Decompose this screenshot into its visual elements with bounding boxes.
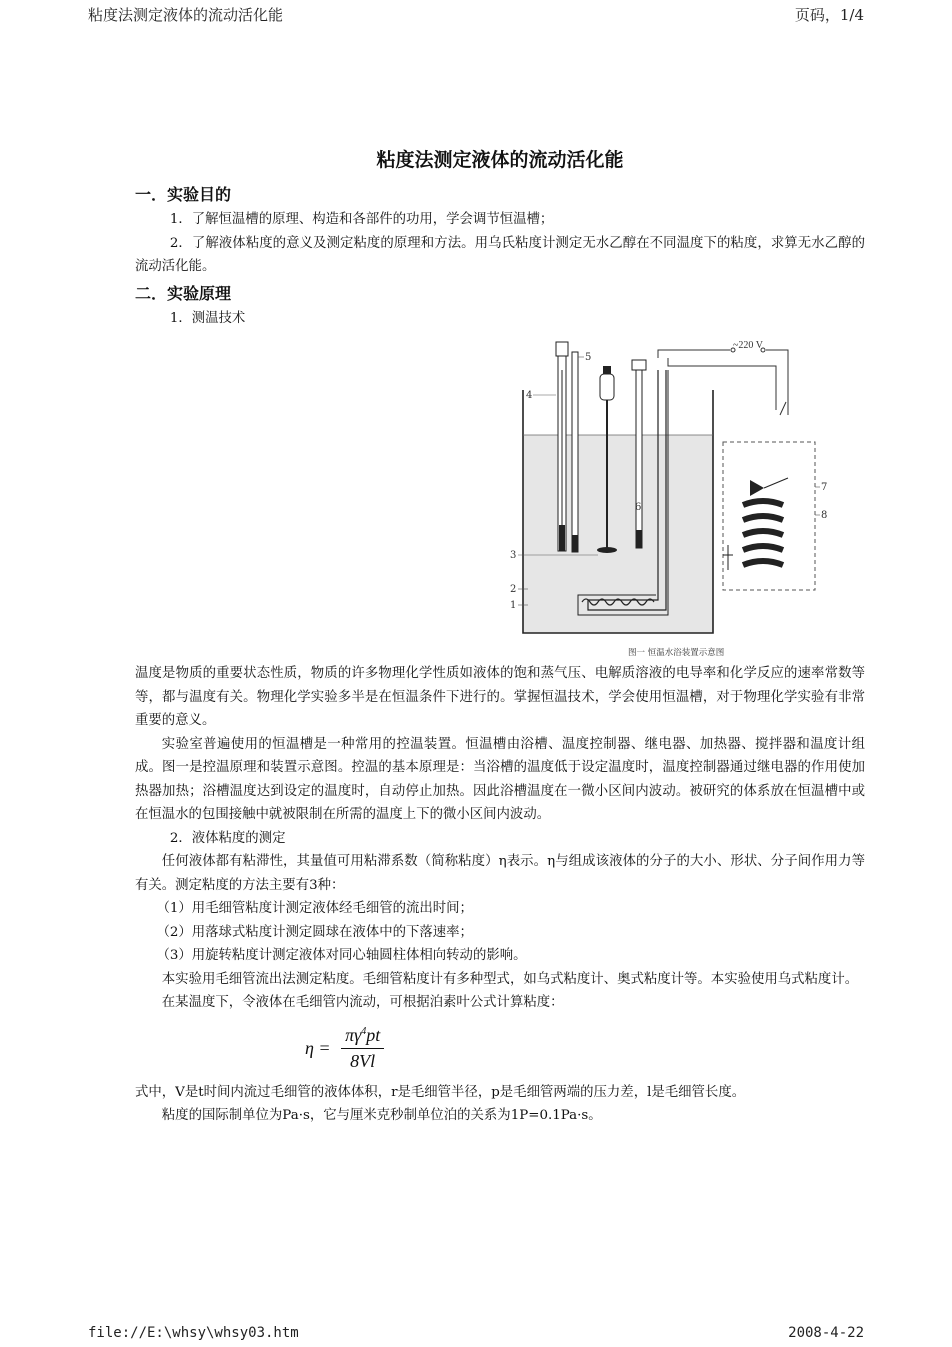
paragraph-viscosity-1: 任何液体都有粘滞性，其量值可用粘滞系数（简称粘度）η表示。η与组成该液体的分子的大小、形状、分子间作用力等有关。测定粘度的方法主要有3种： bbox=[135, 854, 865, 893]
formula-numerator: πγ bbox=[345, 1024, 362, 1045]
purpose-item-2: 2．了解液体粘度的意义及测定粘度的原理和方法。用乌氏粘度计测定无水乙醇在不同温度下的粘度，求算无水乙醇的流动活化能。 bbox=[135, 235, 865, 274]
thermostat-diagram bbox=[510, 330, 843, 660]
label-1: 1 bbox=[510, 600, 517, 611]
formula-exponent: 4 bbox=[361, 1025, 367, 1037]
paragraph-temperature-2: 实验室普遍使用的恒温槽是一种常用的控温装置。恒温槽由浴槽、温度控制器、继电器、加热器、搅拌器和温度计组成。图一是控温原理和装置示意图。控温的基本原理是：当浴槽的温度低于设定温度时，温度控制器通过继电器的作用使加热器加热；浴槽温度达到设定的温度时，自动停止加热。因此浴槽温度在一微小区间内波动。被研究的体系放在恒温槽中或在恒温水的包围接触中就被限制在所需的温度上下的微小区间内波动。 bbox=[135, 736, 865, 822]
paragraph-viscosity-3: 在某温度下，令液体在毛细管内流动，可根据泊素叶公式计算粘度： bbox=[161, 995, 564, 1010]
label-3: 3 bbox=[510, 550, 517, 561]
doc-title: 粘度法测定液体的流动活化能 bbox=[376, 149, 624, 171]
method-item-2: （2）用落球式粘度计测定圆球在液体中的下落速率； bbox=[156, 924, 473, 940]
label-7: 7 bbox=[821, 482, 828, 493]
footer-file-path: file://E:\whsy\whsy03.htm bbox=[88, 1325, 299, 1341]
paragraph-unit: 粘度的国际制单位为Pa·s，它与厘米克秒制单位泊的关系为1P=0.1Pa·s。 bbox=[161, 1108, 602, 1123]
document-body bbox=[135, 145, 865, 1128]
label-4: 4 bbox=[526, 390, 533, 401]
figure-thermostat-bath bbox=[135, 330, 865, 662]
purpose-item-1: 1．了解恒温槽的原理、构造和各部件的功用，学会调节恒温槽； bbox=[169, 212, 554, 227]
page-header-title: 粘度法测定液体的流动活化能 bbox=[88, 6, 284, 24]
paragraph-where: 式中，V是t时间内流过毛细管的液体体积，r是毛细管半径，p是毛细管两端的压力差，l是毛细管长度。 bbox=[135, 1084, 746, 1100]
page-number: 页码，1/4 bbox=[794, 6, 864, 24]
method-item-1: （1）用毛细管粘度计测定液体经毛细管的流出时间； bbox=[156, 901, 473, 916]
paragraph-temperature-1: 温度是物质的重要状态性质，物质的许多物理化学性质如液体的饱和蒸气压、电解质溶液的电导率和化学反应的速率常数等等，都与温度有关。物理化学实验多半是在恒温条件下进行的。掌握恒温技术，学会使用恒温槽，对于物理化学实验有非常重要的意义。 bbox=[135, 666, 865, 728]
subsection-temperature: 1．测温技术 bbox=[169, 310, 246, 326]
section-heading-principle: 二．实验原理 bbox=[135, 283, 232, 303]
voltage-label: ~220 V bbox=[733, 340, 763, 351]
formula-numerator-tail: pt bbox=[366, 1024, 381, 1045]
label-6: 6 bbox=[635, 502, 642, 513]
poiseuille-formula bbox=[135, 1015, 865, 1081]
label-2: 2 bbox=[510, 584, 517, 595]
formula-denominator: 8Vl bbox=[350, 1050, 376, 1071]
footer-date: 2008-4-22 bbox=[788, 1325, 864, 1341]
paragraph-viscosity-2: 本实验用毛细管流出法测定粘度。毛细管粘度计有多种型式，如乌式粘度计、奥式粘度计等。本实验使用乌式粘度计。 bbox=[161, 971, 859, 987]
figure-caption: 图一 恒温水浴装置示意图 bbox=[628, 648, 725, 658]
label-8: 8 bbox=[821, 510, 828, 521]
formula-lhs: η = bbox=[305, 1037, 331, 1058]
method-item-3: （3）用旋转粘度计测定液体对同心轴圆柱体相向转动的影响。 bbox=[156, 948, 527, 963]
label-5: 5 bbox=[585, 352, 592, 363]
section-heading-purpose: 一．实验目的 bbox=[135, 185, 232, 204]
subsection-viscosity: 2．液体粘度的测定 bbox=[169, 830, 286, 846]
